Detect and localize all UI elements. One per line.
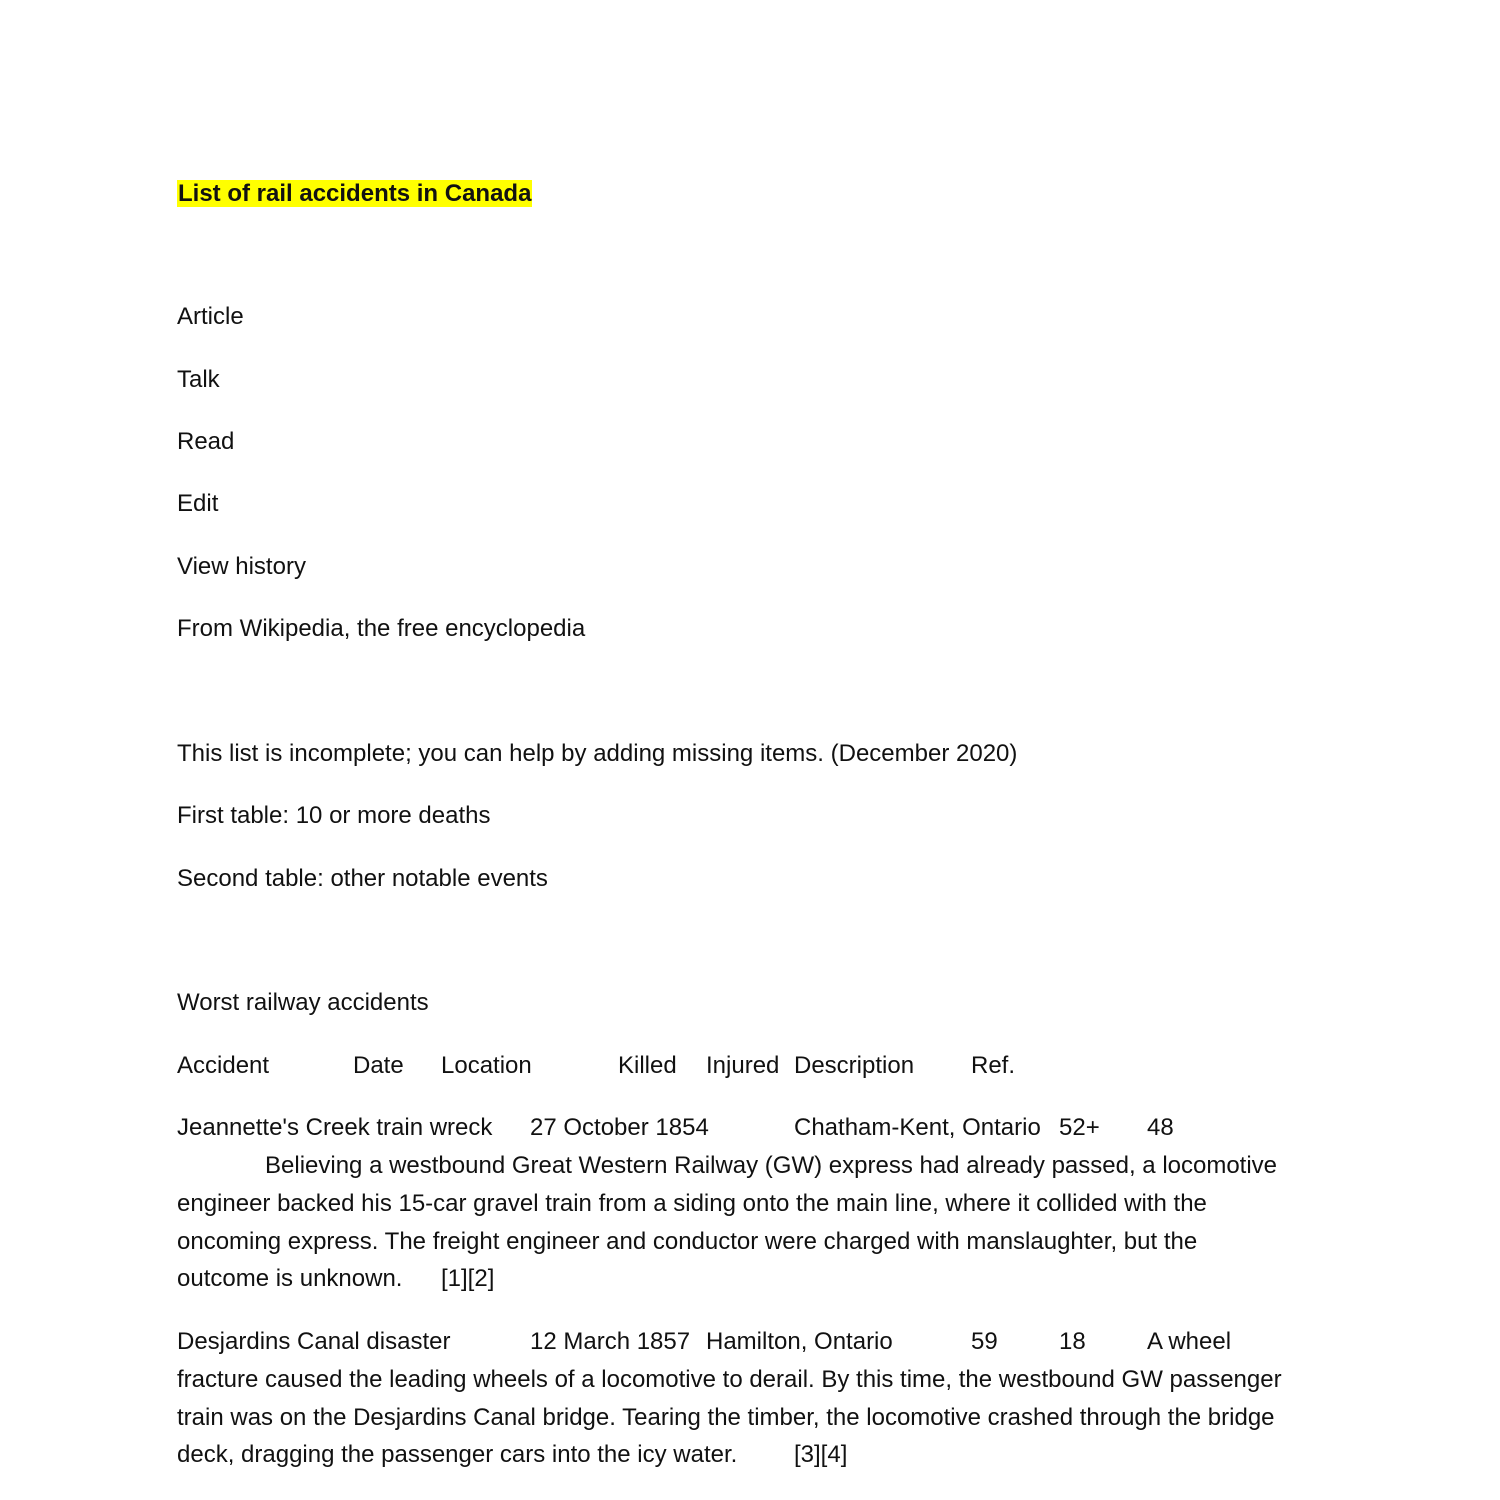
- header-accident: Accident: [177, 1052, 270, 1079]
- header-location: Location: [441, 1052, 532, 1079]
- row-accident: Desjardins Canal disaster: [177, 1328, 451, 1355]
- second-table-note: Second table: other notable events: [177, 865, 548, 892]
- row-description-line: fracture caused the leading wheels of a locomotive to derail. By this time, the westbound GW passenger: [177, 1366, 1282, 1393]
- row-location: Chatham-Kent, Ontario: [794, 1114, 1041, 1141]
- row-ref[interactable]: [1][2]: [441, 1265, 495, 1292]
- section-title: Worst railway accidents: [177, 989, 429, 1016]
- row-description-start: A wheel: [1147, 1328, 1232, 1355]
- incomplete-notice: This list is incomplete; you can help by adding missing items. (December 2020): [177, 740, 1018, 767]
- header-killed: Killed: [618, 1052, 677, 1079]
- row-description-line: outcome is unknown.: [177, 1265, 403, 1292]
- table-row: [177, 1109, 1327, 1147]
- document-page: [177, 0, 1327, 1500]
- row-description-end: [177, 1436, 1327, 1474]
- row-killed: 59: [971, 1328, 998, 1355]
- page-title-line: [177, 175, 532, 213]
- row-killed: 52+: [1059, 1114, 1100, 1141]
- row-location: Hamilton, Ontario: [706, 1328, 893, 1355]
- row-description-line: Believing a westbound Great Western Railway (GW) express had already passed, a locomotive: [265, 1152, 1278, 1179]
- row-date: 12 March 1857: [530, 1328, 691, 1355]
- row-accident: Jeannette's Creek train wreck: [177, 1114, 493, 1141]
- header-injured: Injured: [706, 1052, 780, 1079]
- nav-read[interactable]: Read: [177, 428, 235, 455]
- header-date: Date: [353, 1052, 404, 1079]
- table-header-row: [177, 1047, 1327, 1085]
- row-description-line: engineer backed his 15-car gravel train from a siding onto the main line, where it collided with the: [177, 1190, 1207, 1217]
- nav-talk[interactable]: Talk: [177, 366, 220, 393]
- nav-view-history[interactable]: View history: [177, 553, 306, 580]
- nav-article[interactable]: Article: [177, 303, 244, 330]
- page-title: List of rail accidents in Canada: [178, 180, 532, 207]
- row-ref[interactable]: [3][4]: [794, 1441, 848, 1468]
- nav-edit[interactable]: Edit: [177, 490, 219, 517]
- row-injured: 48: [1147, 1114, 1174, 1141]
- tagline: From Wikipedia, the free encyclopedia: [177, 615, 586, 642]
- row-description-line: deck, dragging the passenger cars into the icy water.: [177, 1441, 738, 1468]
- row-description-line: oncoming express. The freight engineer and conductor were charged with manslaughter, but the: [177, 1228, 1198, 1255]
- table-row: [177, 1323, 1327, 1361]
- row-date: 27 October 1854: [530, 1114, 709, 1141]
- header-ref: Ref.: [971, 1052, 1016, 1079]
- header-description: Description: [794, 1052, 915, 1079]
- row-injured: 18: [1059, 1328, 1086, 1355]
- row-description-line: train was on the Desjardins Canal bridge. Tearing the timber, the locomotive crashed through the bridge: [177, 1404, 1275, 1431]
- first-table-note: First table: 10 or more deaths: [177, 802, 491, 829]
- row-description-end: [177, 1260, 1327, 1298]
